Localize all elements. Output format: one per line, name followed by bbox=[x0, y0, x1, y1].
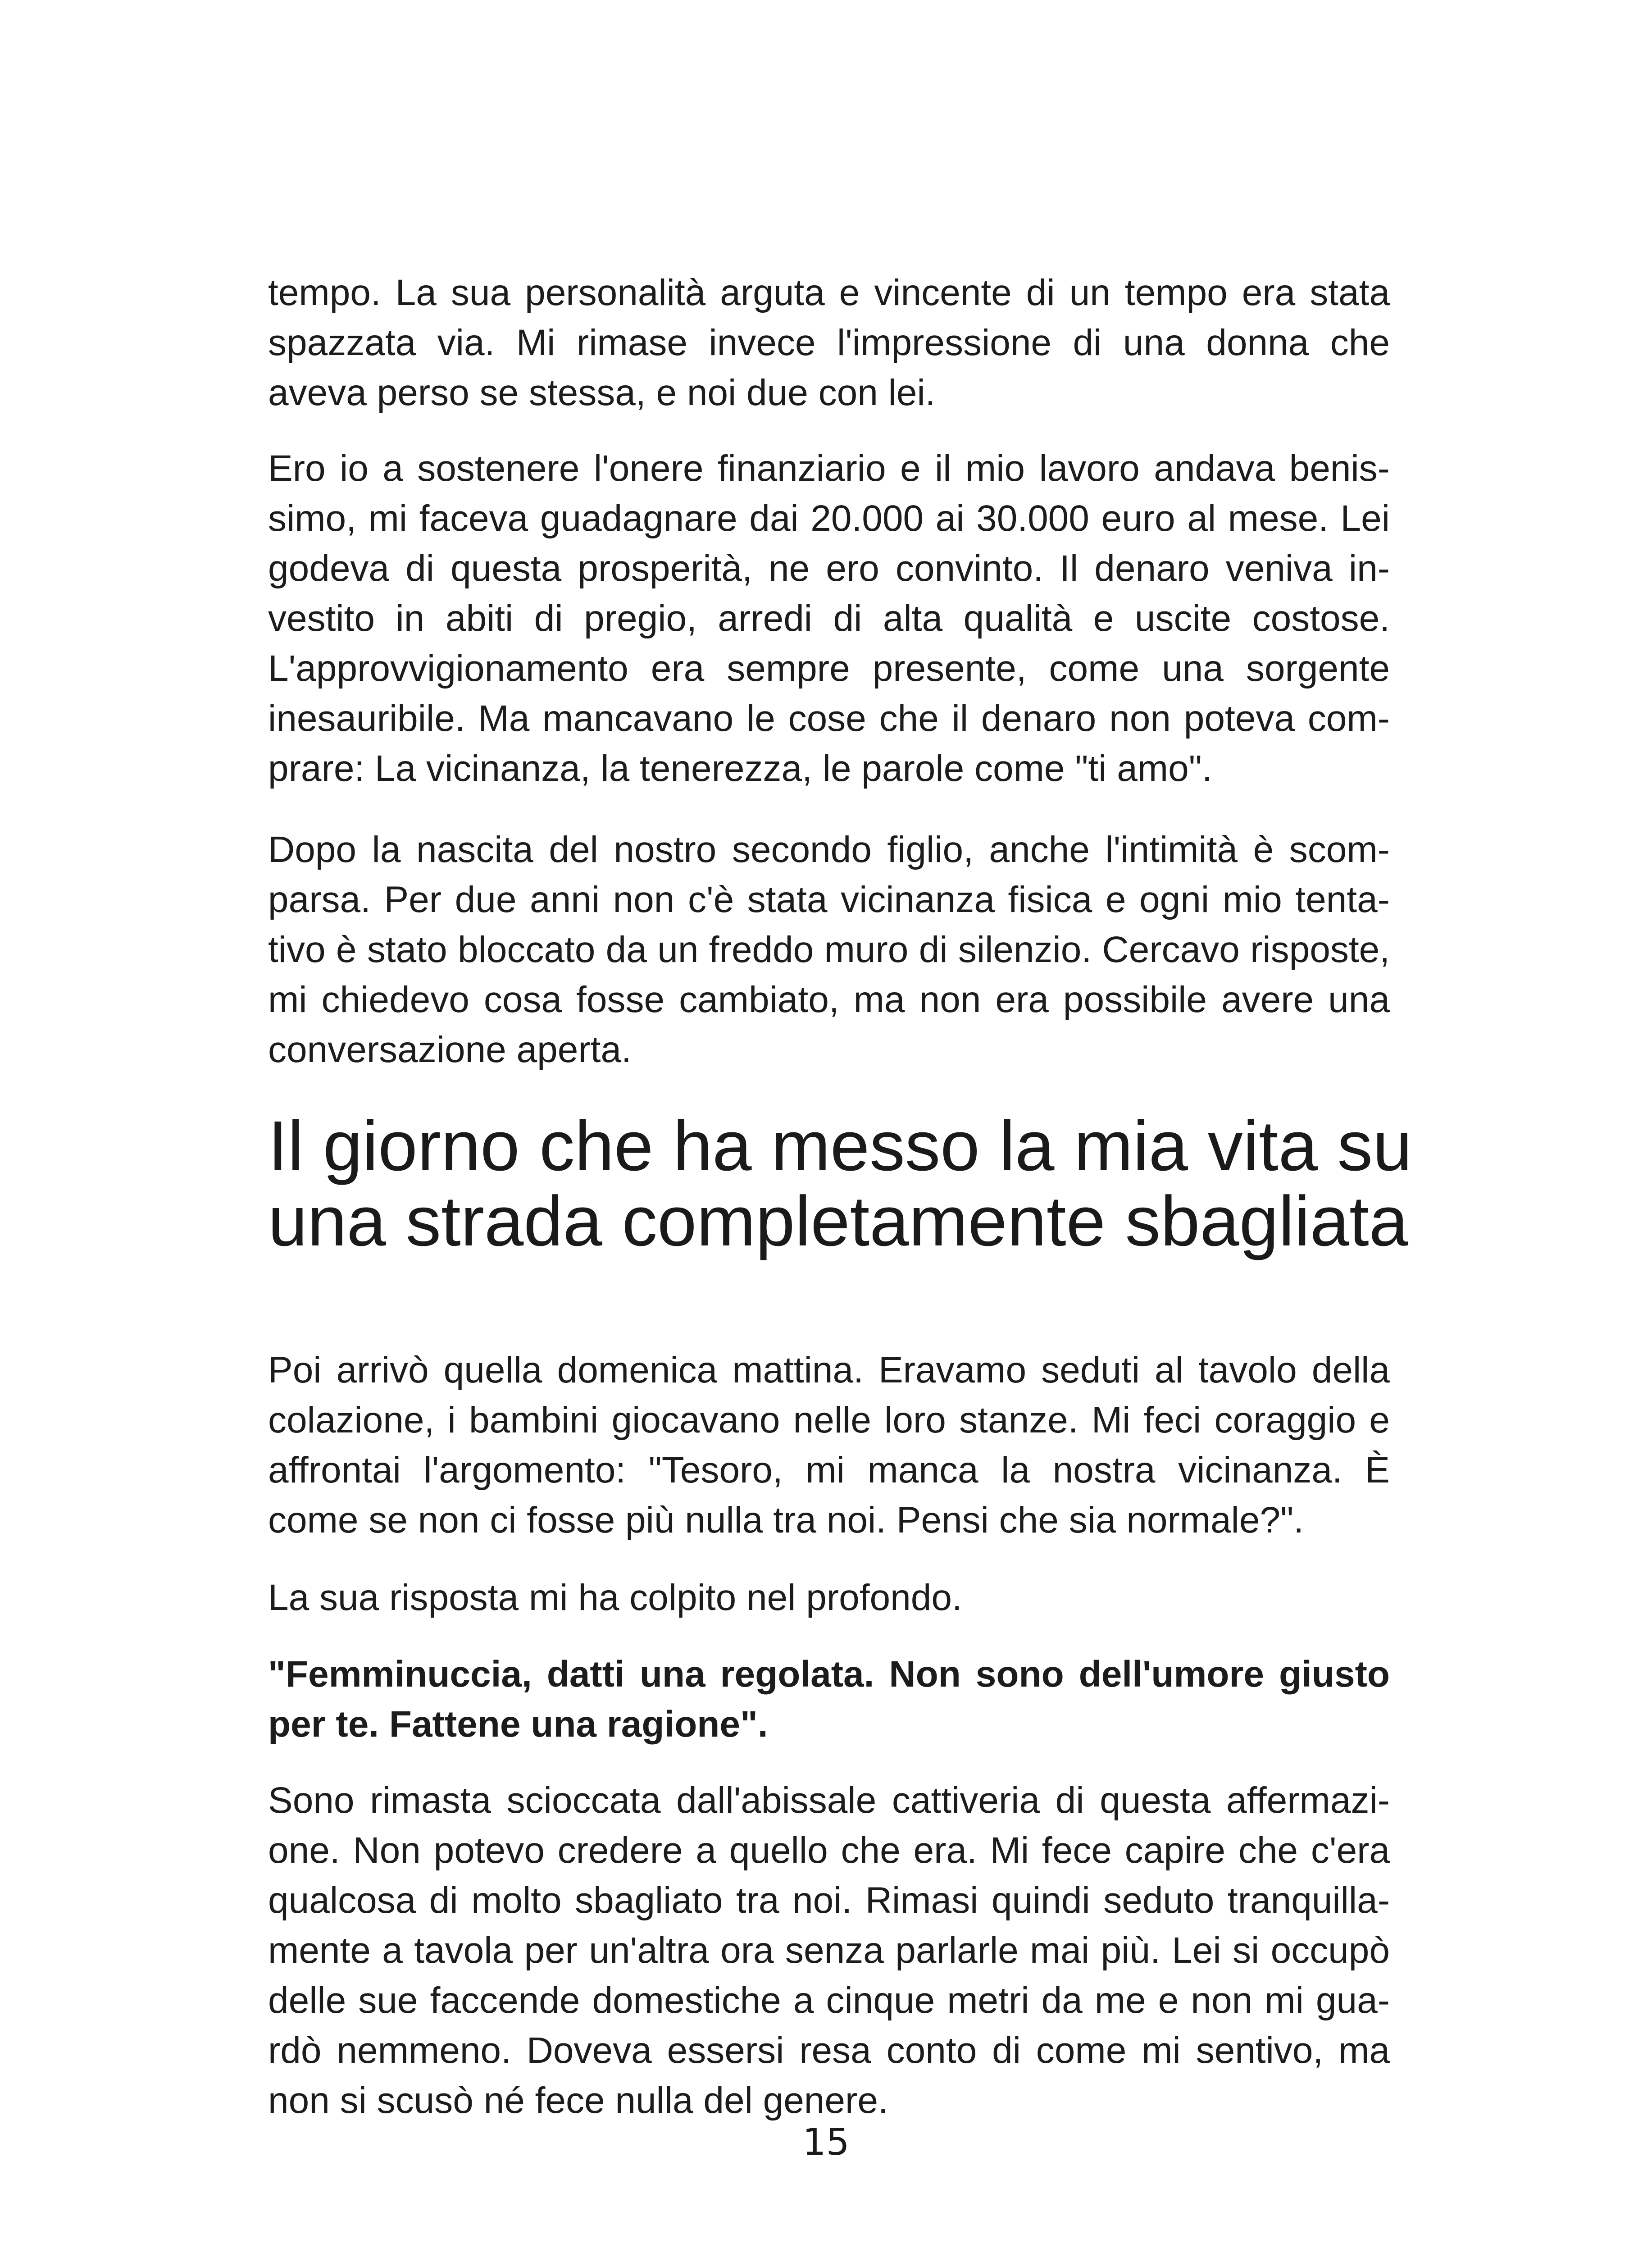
paragraph-finances bbox=[268, 443, 1390, 794]
text-line: tempo. La sua personalità arguta e vincente di un tempo era stata bbox=[268, 272, 1390, 313]
text-line: Dopo la nascita del nostro secondo figlio, anche l'intimità è scom- bbox=[268, 829, 1390, 870]
text-line: one. Non potevo credere a quello che era. Mi fece capire che c'era bbox=[268, 1830, 1390, 1871]
text-line: "Femminuccia, datti una regolata. Non sono dell'umore giusto bbox=[268, 1654, 1390, 1695]
text-line: per te. Fattene una ragione". bbox=[268, 1704, 768, 1745]
text-line: parsa. Per due anni non c'è stata vicinanza fisica e ogni mio tenta- bbox=[268, 879, 1390, 920]
text-line: godeva di questa prosperità, ne ero convinto. Il denaro veniva in- bbox=[268, 548, 1390, 589]
text-line: non si scusò né fece nulla del genere. bbox=[268, 2080, 888, 2121]
text-line: vestito in abiti di pregio, arredi di alta qualità e uscite costose. bbox=[268, 598, 1390, 639]
text-line: Poi arrivò quella domenica mattina. Eravamo seduti al tavolo della bbox=[268, 1350, 1390, 1391]
text-line: affrontai l'argomento: "Tesoro, mi manca la nostra vicinanza. È bbox=[268, 1450, 1390, 1491]
paragraph-shock bbox=[268, 1775, 1390, 2125]
paragraph-sunday bbox=[268, 1345, 1390, 1545]
text-line: prare: La vicinanza, la tenerezza, le parole come "ti amo". bbox=[268, 748, 1212, 789]
paragraph-response bbox=[268, 1573, 1390, 1623]
text-line: qualcosa di molto sbagliato tra noi. Rimasi quindi seduto tranquilla- bbox=[268, 1880, 1390, 1921]
text-line: delle sue faccende domestiche a cinque metri da me e non mi gua- bbox=[268, 1980, 1390, 2021]
text-line: mi chiedevo cosa fosse cambiato, ma non era possibile avere una bbox=[268, 979, 1390, 1020]
paragraph-intro bbox=[268, 268, 1390, 418]
text-line: Ero io a sostenere l'onere finanziario e il mio lavoro andava benis- bbox=[268, 448, 1390, 489]
text-line: come se non ci fosse più nulla tra noi. Pensi che sia normale?". bbox=[268, 1500, 1304, 1541]
text-line: simo, mi faceva guadagnare dai 20.000 ai 30.000 euro al mese. Lei bbox=[268, 498, 1390, 539]
text-line: mente a tavola per un'altra ora senza parlarle mai più. Lei si occupò bbox=[268, 1930, 1390, 1971]
text-line: colazione, i bambini giocavano nelle loro stanze. Mi feci coraggio e bbox=[268, 1400, 1390, 1441]
text-line: Sono rimasta scioccata dall'abissale cattiveria di questa affermazi- bbox=[268, 1780, 1390, 1821]
text-line: inesauribile. Ma mancavano le cose che il denaro non poteva com- bbox=[268, 698, 1390, 739]
text-line: aveva perso se stessa, e noi due con lei. bbox=[268, 372, 936, 413]
text-line: spazzata via. Mi rimase invece l'impressione di una donna che bbox=[268, 322, 1390, 363]
text-line: L'approvvigionamento era sempre presente, come una sorgente bbox=[268, 648, 1390, 689]
text-line: La sua risposta mi ha colpito nel profondo. bbox=[268, 1577, 962, 1618]
text-line: conversazione aperta. bbox=[268, 1029, 632, 1070]
text-line: rdò nemmeno. Doveva essersi resa conto di come mi sentivo, ma bbox=[268, 2030, 1390, 2071]
text-line: tivo è stato bloccato da un freddo muro di silenzio. Cercavo risposte, bbox=[268, 929, 1390, 970]
page-number: 15 bbox=[802, 2121, 850, 2164]
chapter-heading bbox=[268, 1107, 1412, 1261]
paragraph-intimacy bbox=[268, 825, 1390, 1075]
heading-line: Il giorno che ha messo la mia vita su bbox=[268, 1107, 1412, 1186]
heading-line: una strada completamente sbagliata bbox=[268, 1182, 1409, 1261]
quote-bold bbox=[268, 1649, 1390, 1749]
